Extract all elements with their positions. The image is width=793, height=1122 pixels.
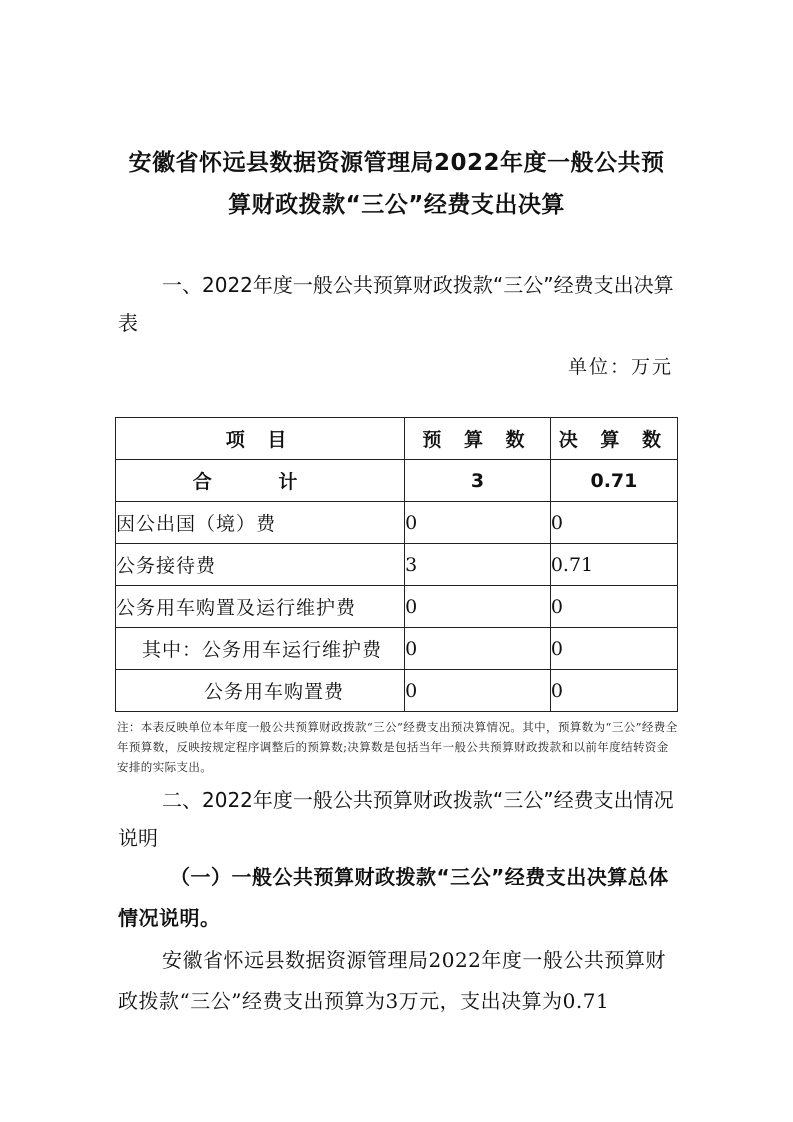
section2-heading: 二、2022年度一般公共预算财政拨款“三公”经费支出情况说明: [118, 788, 674, 850]
total-label: 合 计: [116, 460, 405, 502]
row-budget: 0: [405, 628, 551, 670]
row-final: 0: [550, 670, 677, 712]
three-public-expenses-table: [115, 417, 678, 712]
title-line-1: 安徽省怀远县数据资源管理局2022年度一般公共预: [128, 150, 665, 176]
body-paragraph: 安徽省怀远县数据资源管理局2022年度一般公共预算财政拨款“三公”经费支出预算为3万元，支出决算为0.71: [118, 948, 666, 1013]
title-line-2: 算财政拨款“三公”经费支出决算: [228, 192, 565, 218]
header-final: 决 算 数: [550, 418, 677, 460]
row-label: 其中：公务用车运行维护费: [116, 628, 405, 670]
total-final: 0.71: [550, 460, 677, 502]
subsection1-heading: （一）一般公共预算财政拨款“三公”经费支出决算总体情况说明。: [118, 865, 669, 930]
row-label: 公务接待费: [116, 544, 405, 586]
section1-heading: 一、2022年度一般公共预算财政拨款“三公”经费支出决算表: [118, 273, 674, 335]
row-final: 0.71: [550, 544, 677, 586]
document-title: [100, 142, 693, 226]
header-budget: 预 算 数: [405, 418, 551, 460]
row-final: 0: [550, 586, 677, 628]
row-final: 0: [550, 502, 677, 544]
table-row: [116, 628, 678, 670]
table-note: 注：本表反映单位本年度一般公共预算财政拨款“三公”经费支出预决算情况。其中，预算数为“三公”经费全年预算数，反映按规定程序调整后的预算数;决算数是包括当年一般公共预算财政拨款和以前年度结转资金安排的实际支出。: [117, 720, 678, 774]
row-final: 0: [550, 628, 677, 670]
table-row: [116, 502, 678, 544]
total-budget: 3: [405, 460, 551, 502]
row-budget: 3: [405, 544, 551, 586]
table-row: [116, 544, 678, 586]
table-header-row: [116, 418, 678, 460]
row-label: 公务用车购置及运行维护费: [116, 586, 405, 628]
row-budget: 0: [405, 502, 551, 544]
row-label: 公务用车购置费: [116, 670, 405, 712]
table-total-row: [116, 460, 678, 502]
row-label: 因公出国（境）费: [116, 502, 405, 544]
row-budget: 0: [405, 670, 551, 712]
header-item: 项 目: [116, 418, 405, 460]
row-budget: 0: [405, 586, 551, 628]
table-row: [116, 586, 678, 628]
unit-label: 单位：万元: [567, 356, 673, 378]
table-row: [116, 670, 678, 712]
